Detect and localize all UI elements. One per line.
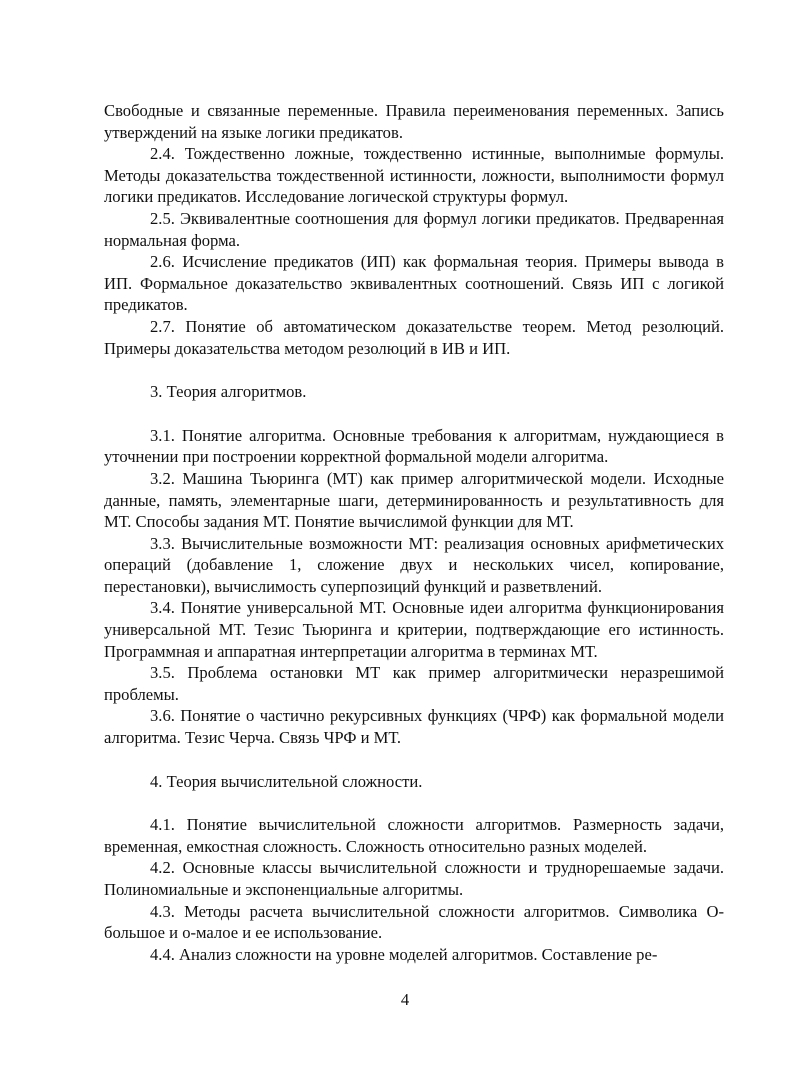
section-4-heading: 4. Теория вычислительной сложности. xyxy=(150,771,423,791)
paragraph-3-3: 3.3. Вычислительные возможности МТ: реализация основных арифметических операций (добавление 1, сложение двух и нескольких чисел, копирование, перестановки), вычислимость суперпозиций функций и разветвлений. xyxy=(104,533,724,596)
paragraph-4-2: 4.2. Основные классы вычислительной сложности и труднорешаемые задачи. Полиномиальные и экспоненциальные алгоритмы. xyxy=(104,858,724,899)
paragraph-4-1: 4.1. Понятие вычислительной сложности алгоритмов. Размерность задачи, временная, емкостная сложность. Сложность относительно разных моделей. xyxy=(104,815,724,856)
paragraph-3-2: 3.2. Машина Тьюринга (МТ) как пример алгоритмической модели. Исходные данные, память, элементарные шаги, детерминированность и результативность для МТ. Способы задания МТ. Понятие вычислимой функции для МТ. xyxy=(104,468,724,532)
paragraph-2-4: 2.4. Тождественно ложные, тождественно истинные, выполнимые формулы. Методы доказательства тождественной истинности, ложности, выполнимости формул логики предикатов. Исследование логической структуры формул. xyxy=(104,144,724,207)
paragraph-4-3: 4.3. Методы расчета вычислительной сложности алгоритмов. Символика О-большое и о-малое и ее использование. xyxy=(104,901,724,943)
paragraph-2-7: 2.7. Понятие об автоматическом доказательстве теорем. Метод резолюций. Примеры доказательства методом резолюций в ИВ и ИП. xyxy=(104,316,724,358)
paragraph-continuation: Свободные и связанные переменные. Правила переименования переменных. Запись утверждений на языке логики предикатов. xyxy=(104,101,724,142)
page-number: 4 xyxy=(400,990,410,1009)
paragraph-2-6: 2.6. Исчисление предикатов (ИП) как формальная теория. Примеры вывода в ИП. Формальное доказательство эквивалентных соотношений. Связь ИП с логикой предикатов. xyxy=(104,252,724,315)
paragraph-4-4: 4.4. Анализ сложности на уровне моделей алгоритмов. Составление ре- xyxy=(150,944,658,964)
paragraph-2-5: 2.5. Эквивалентные соотношения для формул логики предикатов. Предваренная нормальная форма. xyxy=(104,208,724,250)
paragraph-3-1: 3.1. Понятие алгоритма. Основные требования к алгоритмам, нуждающиеся в уточнении при построении корректной формальной модели алгоритма. xyxy=(104,425,724,467)
paragraph-3-5: 3.5. Проблема остановки МТ как пример алгоритмически неразрешимой проблемы. xyxy=(104,663,724,704)
paragraph-3-4: 3.4. Понятие универсальной МТ. Основные идеи алгоритма функционирования универсальной МТ. Тезис Тьюринга и критерии, подтверждающие его истинность. Программная и аппаратная интерпретации алгоритма в терминах МТ. xyxy=(104,598,724,661)
page-body xyxy=(104,100,724,965)
section-3-heading: 3. Теория алгоритмов. xyxy=(150,382,307,402)
paragraph-3-6: 3.6. Понятие о частично рекурсивных функциях (ЧРФ) как формальной модели алгоритма. Тезис Черча. Связь ЧРФ и МТ. xyxy=(104,706,724,748)
